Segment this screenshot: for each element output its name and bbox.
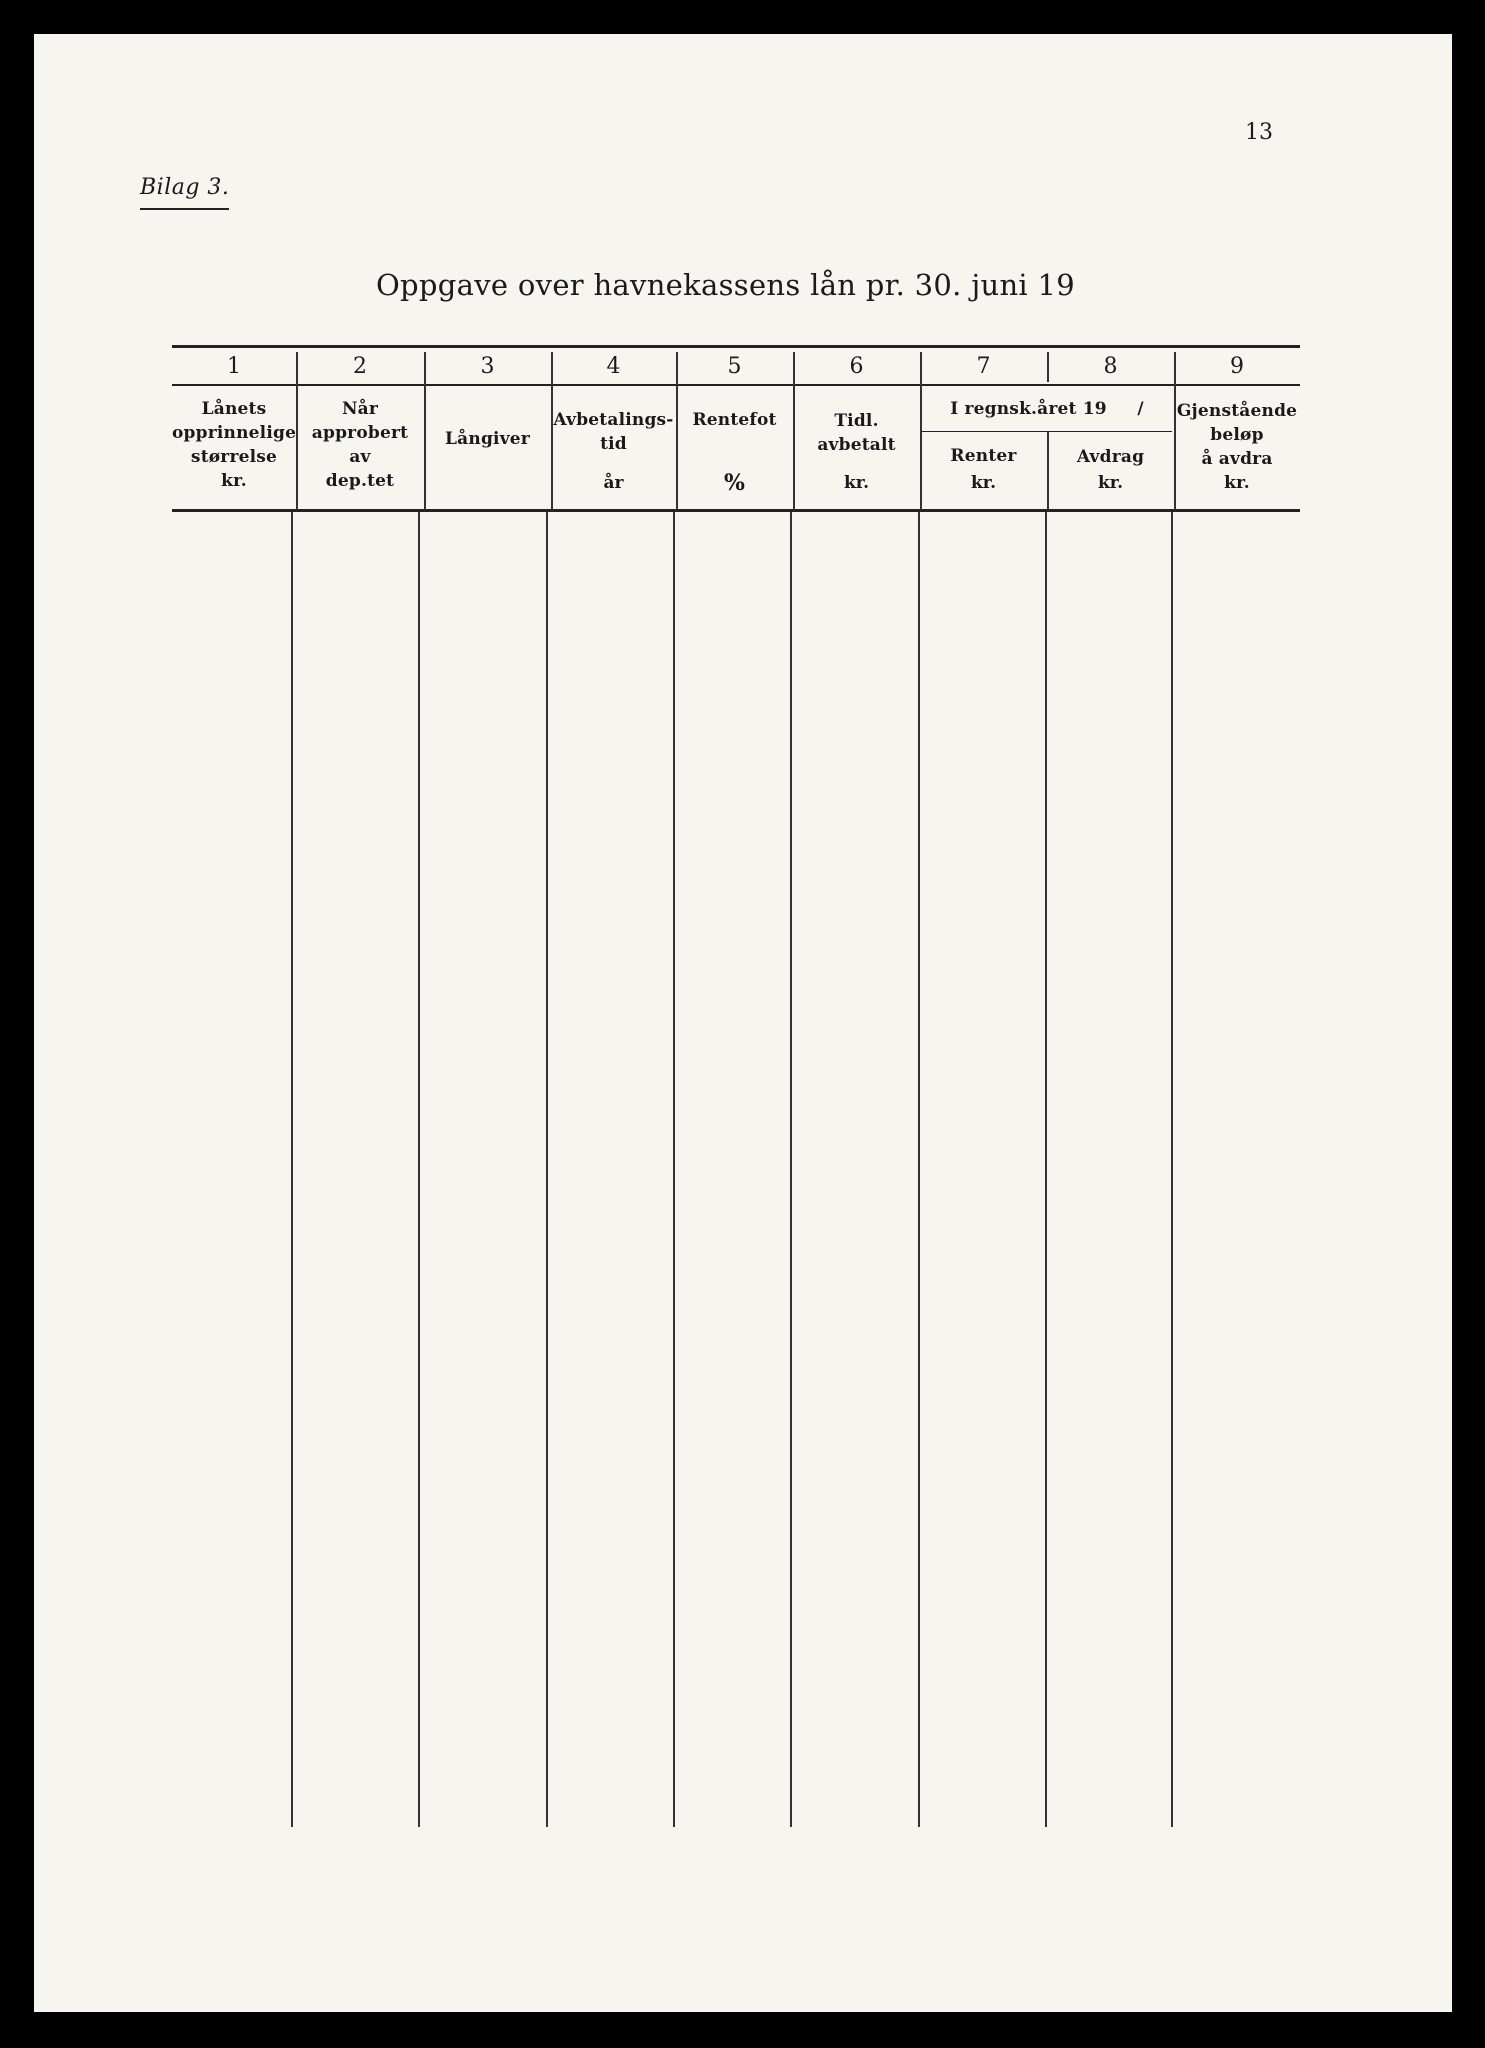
col-divider-6-body	[918, 512, 920, 1827]
header-col-6-line-1: Tidl.	[834, 411, 879, 431]
header-col-2-line-1: Når	[341, 399, 379, 419]
header-col-1-line-1: Lånets	[201, 399, 267, 419]
group-header-regnskapsaret: I regnsk.året 19 /	[950, 399, 1144, 419]
col-divider-7-head-bottom	[1047, 432, 1049, 510]
number-row-rule	[172, 384, 1300, 386]
header-col-8-line-1: Avdrag	[1076, 447, 1145, 467]
col-divider-7-body	[1045, 512, 1047, 1827]
header-col-6	[793, 409, 920, 457]
header-col-1-line-3: størrelse	[190, 447, 278, 467]
header-col-2-line-4: dep.tet	[325, 471, 395, 491]
header-col-5	[676, 408, 793, 432]
column-number-1: 1	[227, 354, 241, 379]
header-col-9-line-4: kr.	[1224, 473, 1250, 493]
form-title-text: Oppgave over havnekassens lån pr. 30. juni 19	[375, 268, 1076, 302]
column-number-2: 2	[353, 354, 367, 379]
page-number: 13	[1245, 120, 1273, 145]
header-col-4-line-1: Avbetalings-	[553, 410, 674, 430]
document-page	[34, 34, 1452, 2012]
header-col-9-line-3: å avdra	[1201, 449, 1273, 469]
column-number-9: 9	[1230, 354, 1244, 379]
header-col-7-line-1: Renter	[950, 446, 1017, 466]
header-col-4	[551, 408, 676, 456]
unit-col-6: kr.	[843, 473, 870, 493]
header-col-2	[296, 397, 424, 493]
header-col-4-line-2: tid	[600, 434, 627, 454]
col-divider-3-body	[546, 512, 548, 1827]
form-title	[0, 268, 1485, 302]
col-divider-5-body	[790, 512, 792, 1827]
header-col-1-line-4: kr.	[221, 471, 247, 491]
column-number-8: 8	[1103, 354, 1118, 379]
col-divider-1-body	[291, 512, 293, 1827]
column-number-4: 4	[606, 354, 621, 379]
header-col-2-line-2: approbert	[311, 423, 409, 443]
header-col-3	[424, 427, 551, 451]
unit-col-5: %	[724, 470, 745, 496]
header-col-9-line-2: beløp	[1210, 425, 1264, 445]
header-col-1	[172, 397, 296, 493]
header-col-7	[920, 444, 1047, 468]
header-col-6-line-2: avbetalt	[817, 435, 896, 455]
column-number-3: 3	[480, 354, 495, 379]
column-number-6: 6	[849, 354, 864, 379]
column-number-5: 5	[727, 354, 742, 379]
header-col-2-line-3: av	[349, 447, 371, 467]
col-divider-2-body	[418, 512, 420, 1827]
unit-col-7: kr.	[970, 473, 997, 493]
col-divider-8-body	[1171, 512, 1173, 1827]
column-number-7: 7	[976, 354, 991, 379]
header-col-9-line-1: Gjenstående	[1176, 401, 1298, 421]
header-bottom-rule	[172, 509, 1300, 512]
unit-col-4: år	[603, 473, 624, 493]
table-top-rule	[172, 345, 1300, 348]
header-col-8	[1047, 445, 1174, 469]
header-col-1-line-2: opprinnelige	[172, 423, 297, 443]
header-col-5-line-1: Rentefot	[692, 410, 777, 430]
header-col-3-line-1: Långiver	[445, 429, 530, 449]
header-col-9	[1174, 399, 1300, 495]
col-divider-4-body	[673, 512, 675, 1827]
unit-col-8: kr.	[1097, 473, 1124, 493]
appendix-label: Bilag 3.	[140, 175, 229, 210]
